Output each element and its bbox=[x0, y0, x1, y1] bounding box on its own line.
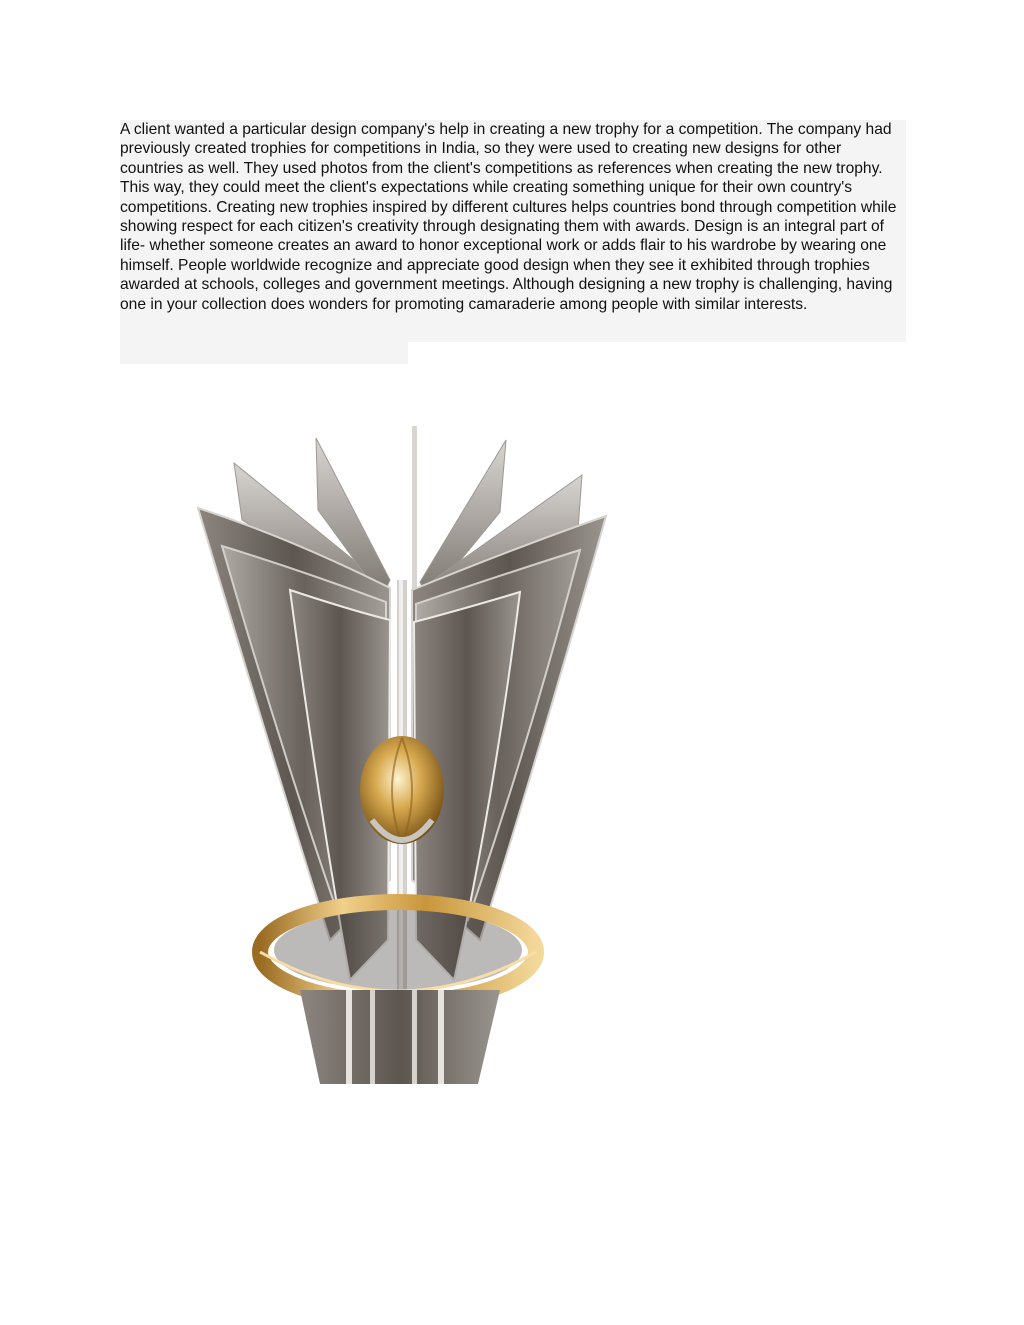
trophy-illustration bbox=[150, 420, 630, 1084]
trophy-gold-ring bbox=[260, 902, 536, 1002]
trophy-stem bbox=[300, 990, 500, 1084]
trophy-gold-ball bbox=[360, 736, 444, 844]
text-highlight-tail bbox=[120, 342, 408, 364]
trophy-image bbox=[150, 420, 630, 1084]
body-paragraph: A client wanted a particular design company's help in creating a new trophy for a competition. The company had previously created trophies for competitions in India, so they were used to creating new designs for other countries as well. They used photos from the client's competitions as references when creating the new trophy. This way, they could meet the client's expectations while creating something unique for their own country's competitions. Creating new trophies inspired by different cultures helps countries bond through competition while showing respect for each citizen's creativity through designating them with awards. Design is an integral part of life- whether someone creates an award to honor exceptional work or adds flair to his wardrobe by wearing one himself. People worldwide recognize and appreciate good design when they see it exhibited through trophies awarded at schools, colleges and government meetings. Although designing a new trophy is challenging, having one in your collection does wonders for promoting camaraderie among people with similar interests. bbox=[120, 121, 897, 313]
text-block bbox=[120, 120, 906, 314]
